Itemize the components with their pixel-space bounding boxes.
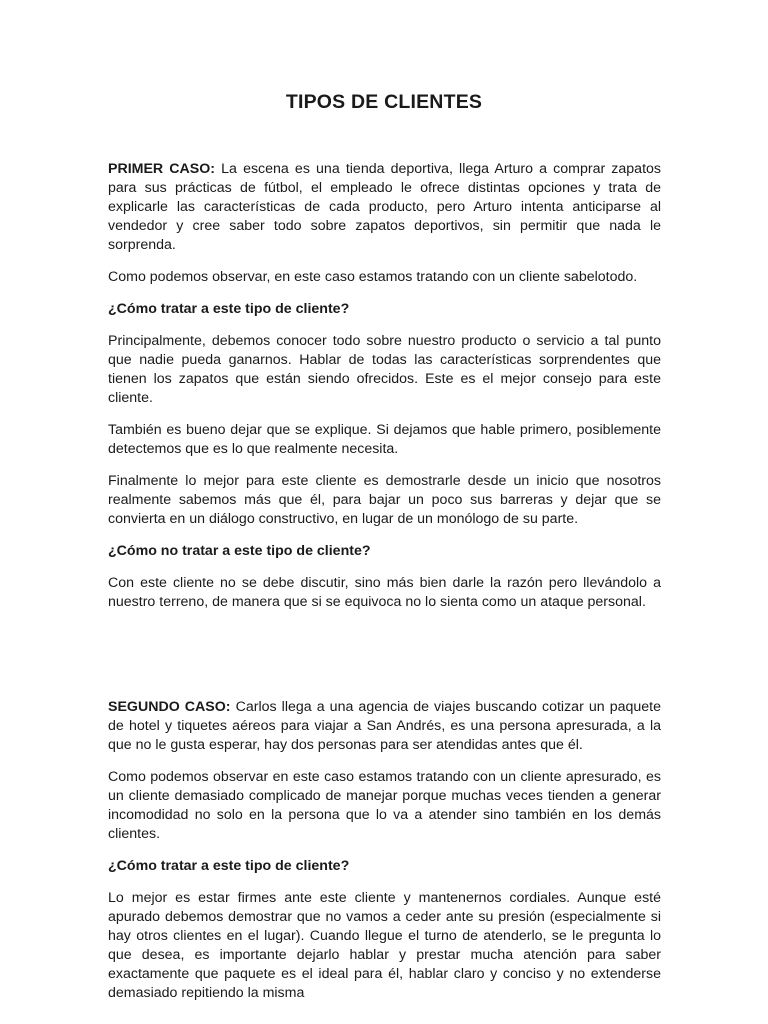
case1-how-not-paragraph-1: Con este cliente no se debe discutir, sino más bien darle la razón pero llevándolo a nuestro terreno, de manera que si se equivoca no lo sienta como un ataque personal. [108, 575, 661, 610]
case2-intro-text: Carlos llega a una agencia de viajes buscando cotizar un paquete de hotel y tiquetes aéreos para viajar a San Andrés, es una persona apresurada, a la que no le gusta esperar, hay dos personas para ser atendidas antes que él. [108, 699, 662, 753]
case1-how-paragraph-3: Finalmente lo mejor para este cliente es demostrarle desde un inicio que nosotros realmente sabemos más que él, para bajar un poco sus barreras y dejar que se convierta en un diálogo constructivo, en lugar de un monólogo de su parte. [108, 473, 661, 527]
document-title: TIPOS DE CLIENTES [285, 91, 483, 113]
case1-how-paragraph-1: Principalmente, debemos conocer todo sobre nuestro producto o servicio a tal punto que nadie pueda ganarnos. Hablar de todas las características sorprendentes que tienen los zapatos que están siendo ofrecidos. Este es el mejor consejo para este cliente. [108, 333, 661, 406]
case2-label: SEGUNDO CASO: [108, 699, 231, 715]
case2-intro-paragraph [108, 698, 661, 755]
case2-question-how: ¿Cómo tratar a este tipo de cliente? [108, 858, 350, 874]
case1-how-paragraph-2: También es bueno dejar que se explique. Si dejamos que hable primero, posiblemente detectemos que es lo que realmente necesita. [108, 422, 661, 457]
section-spacer [108, 625, 661, 698]
case1-intro-text: La escena es una tienda deportiva, llega Arturo a comprar zapatos para sus prácticas de fútbol, el empleado le ofrece distintas opciones y trata de explicarle las características de cada producto, pero Arturo intenta anticiparse al vendedor y cree saber todo sobre zapatos deportivos, sin permitir que nada le sorprenda. [108, 161, 661, 253]
case1-observation: Como podemos observar, en este caso estamos tratando con un cliente sabelotodo. [108, 269, 638, 285]
case1-label: PRIMER CASO: [108, 161, 216, 177]
case1-question-how-not: ¿Cómo no tratar a este tipo de cliente? [108, 543, 371, 559]
document-body [108, 160, 661, 1016]
case2-observation: Como podemos observar en este caso estamos tratando con un cliente apresurado, es un cliente demasiado complicado de manejar porque muchas veces tienden a generar incomodidad no solo en la persona que lo va a atender sino también en los demás clientes. [108, 769, 661, 842]
case1-intro-paragraph [108, 160, 661, 255]
case2-how-paragraph-1: Lo mejor es estar firmes ante este cliente y mantenernos cordiales. Aunque esté apurado debemos demostrar que no vamos a ceder ante su presión (especialmente si hay otros clientes en el lugar). Cuando llegue el turno de atenderlo, se le pregunta lo que desea, es importante dejarlo hablar y prestar mucha atención para saber exactamente que paquete es el ideal para él, hablar claro y conciso y no extenderse demasiado repitiendo la misma [108, 890, 661, 1001]
case1-question-how: ¿Cómo tratar a este tipo de cliente? [108, 301, 350, 317]
